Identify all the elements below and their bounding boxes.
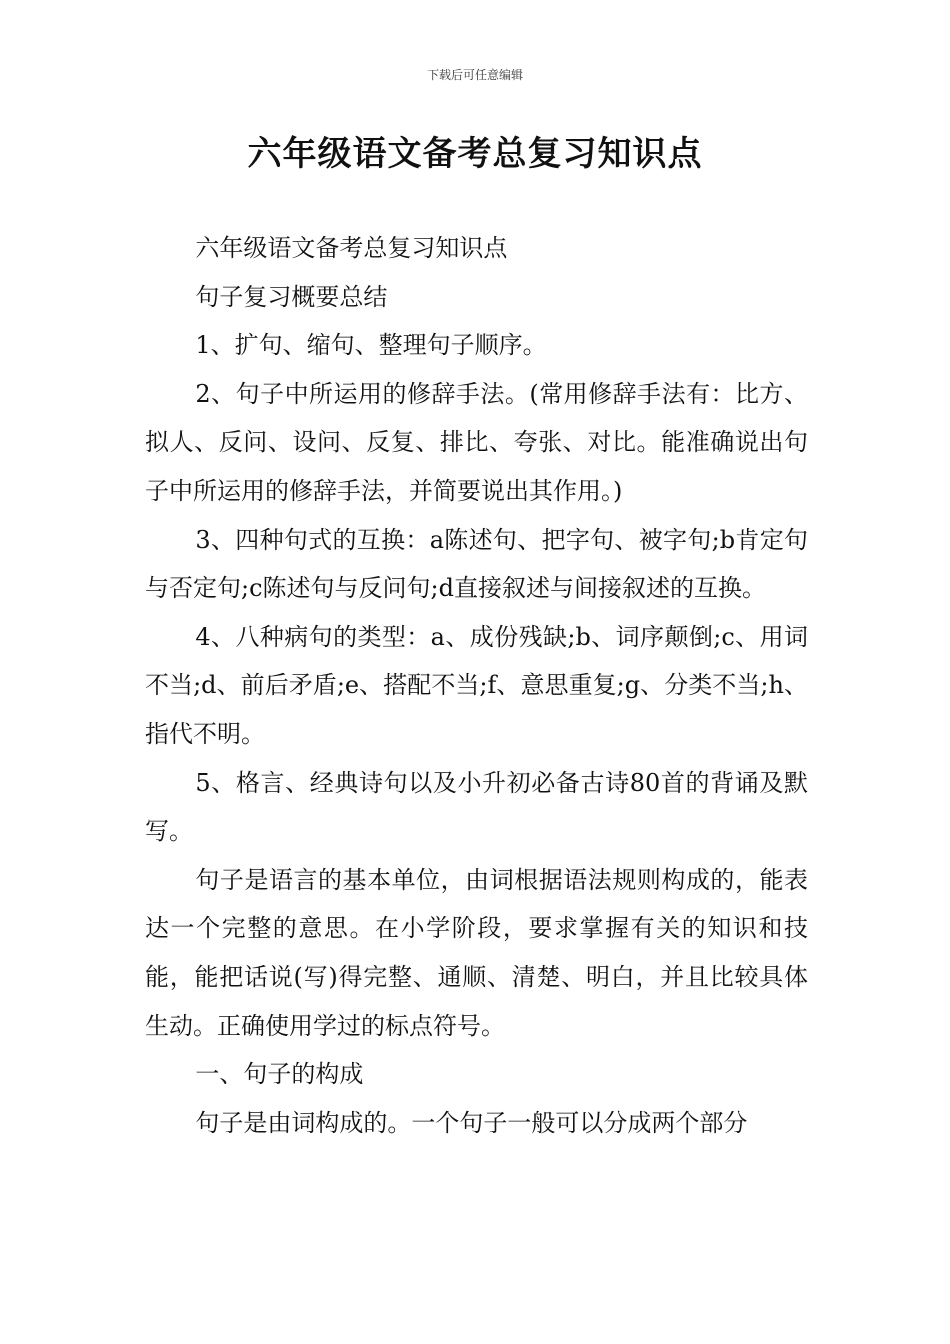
paragraph-item-3: 3、四种句式的互换：a陈述句、把字句、被字句;b肯定句与否定句;c陈述句与反问句;d直接叙述与间接叙述的互换。 [145, 525, 808, 603]
paragraph-item-2: 2、句子中所运用的修辞手法。(常用修辞手法有：比方、拟人、反问、设问、反复、排比、夸张、对比。能准确说出句子中所运用的修辞手法，并简要说出其作用。) [145, 379, 808, 505]
paragraph-heading-structure: 一、句子的构成 [195, 1060, 364, 1089]
paragraph-item-4: 4、八种病句的类型：a、成份残缺;b、词序颠倒;c、用词不当;d、前后矛盾;e、搭配不当;f、意思重复;g、分类不当;h、指代不明。 [145, 622, 808, 748]
paragraph-intro: 句子是语言的基本单位，由词根据语法规则构成的，能表达一个完整的意思。在小学阶段，要求掌握有关的知识和技能，能把话说(写)得完整、通顺、清楚、明白，并且比较具体生动。正确使用学过的标点符号。 [145, 865, 808, 1040]
paragraph-item-5: 5、格言、经典诗句以及小升初必备古诗80首的背诵及默写。 [145, 768, 808, 846]
paragraph-subtitle: 六年级语文备考总复习知识点 [195, 234, 508, 262]
document-body [145, 224, 808, 1147]
paragraph-item-1: 1、扩句、缩句、整理句子顺序。 [195, 331, 547, 360]
paragraph-structure-text: 句子是由词构成的。一个句子一般可以分成两个部分 [195, 1108, 748, 1137]
header-note: 下载后可任意编辑 [426, 68, 523, 82]
document-title: 六年级语文备考总复习知识点 [247, 134, 703, 174]
paragraph-section-heading: 句子复习概要总结 [195, 282, 388, 311]
